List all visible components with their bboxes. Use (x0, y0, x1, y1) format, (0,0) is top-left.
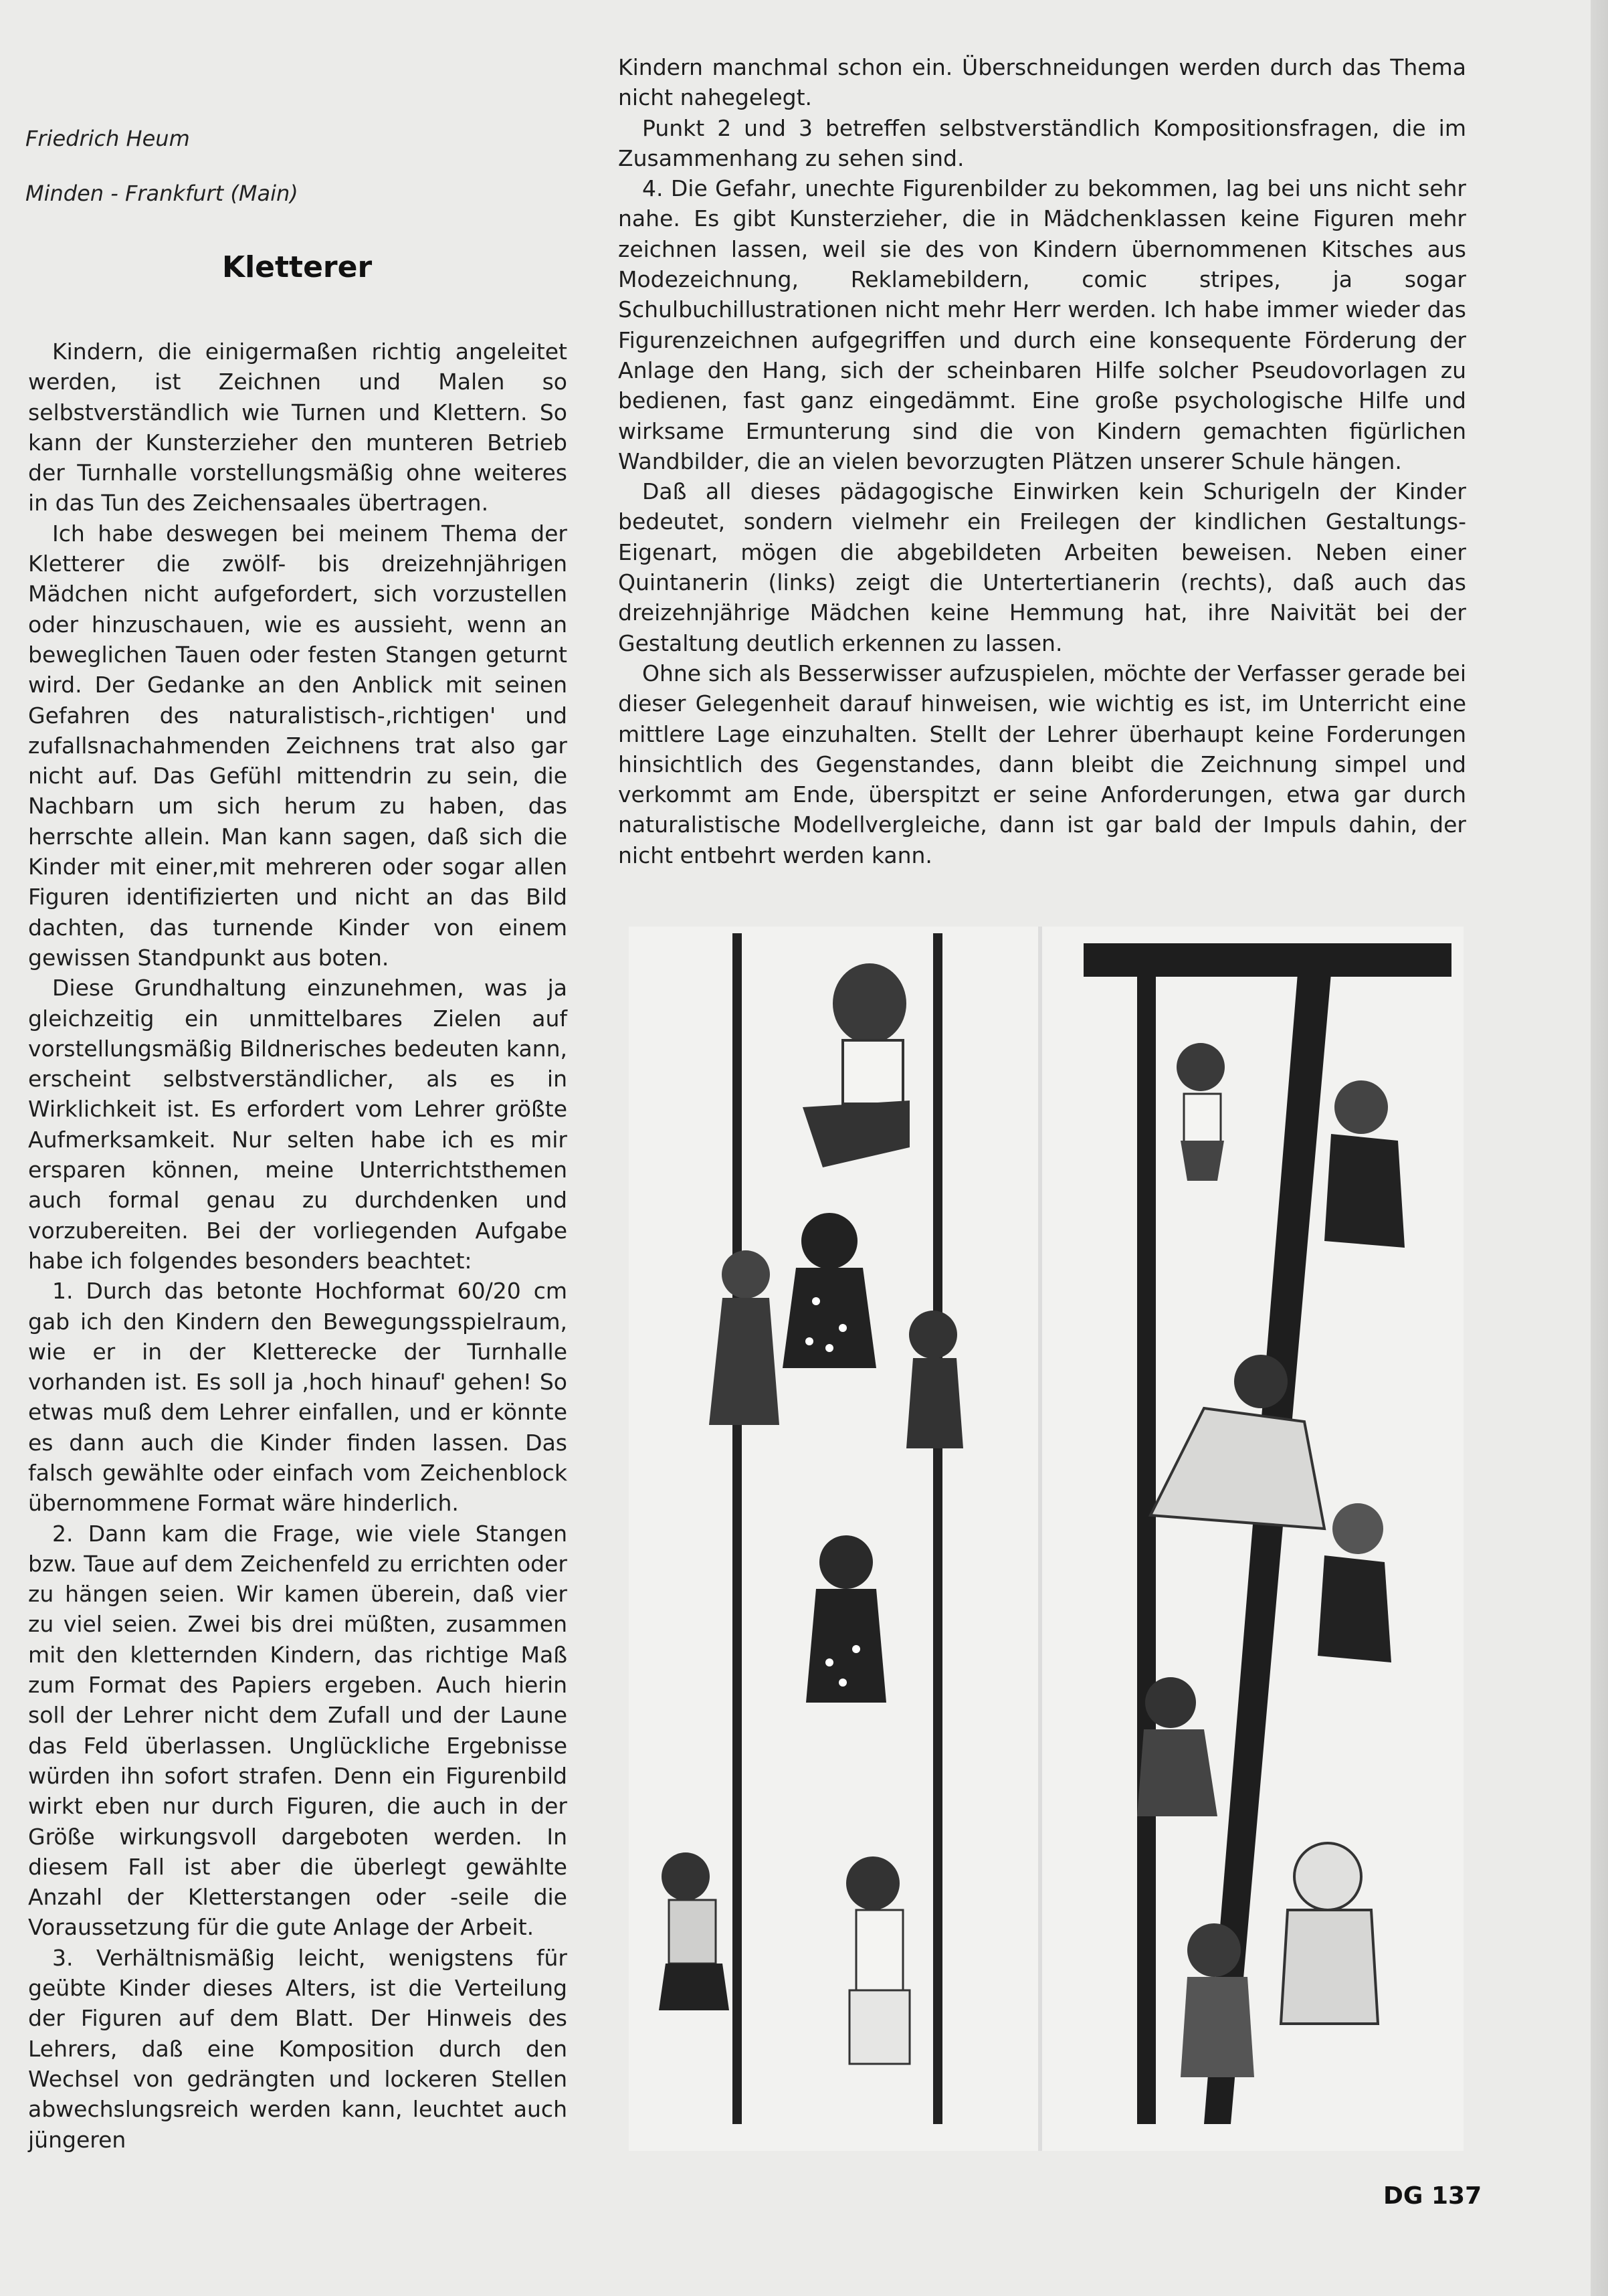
climbing-child-figure (783, 1213, 876, 1368)
climbing-pole (732, 933, 742, 2124)
left-text-column (28, 337, 567, 2155)
climbing-child-figure (1150, 1355, 1324, 1529)
author-name: Friedrich Heum (25, 126, 190, 151)
paragraph: Punkt 2 und 3 betreffen selbstverständlich Kompositionsfragen, die im Zusammenhang zu sehen sind. (618, 114, 1466, 171)
climbing-child-figure (1137, 1677, 1217, 1816)
climbing-child-figure (1318, 1503, 1391, 1662)
climbing-child-figure (803, 963, 910, 1167)
paragraph: 2. Dann kam die Frage, wie viele Stangen bzw. Taue auf dem Zeichenfeld zu errichten oder zu hängen seien. Wir kamen überein, daß vier zu viel seien. Zwei bis drei müßten, zusammen mit den kletternden Kindern, das richtige Maß zum Format des Papiers ergeben. Auch hierin soll der Lehrer nicht dem Zufall und der Laune das Feld überlassen. Unglückliche Ergebnisse würden ihn sofort strafen. Denn ein Figurenbild wirkt eben nur durch Figuren, die auch in der Größe wirkungsvoll dargeboten werden. In diesem Fall ist aber die überlegt gewählte Anzahl der Kletterstangen oder -seile die Voraussetzung für die gute Anlage der Arbeit. (28, 1520, 567, 1941)
paragraph: 1. Durch das betonte Hochformat 60/20 cm gab ich den Kindern den Bewegungsspielraum, wie er in der Kletterecke der Turnhalle vorhanden ist. Es soll ja ‚hoch hinauf' gehen! So etwas muß dem Lehrer einfallen, und er könnte es dann auch die Kinder finden lassen. Das falsch gewählte oder einfach vom Zeichenblock übernommene Format wäre hinderlich. (28, 1278, 567, 1517)
climbing-pole (933, 933, 942, 2124)
climbing-child-figure (659, 1852, 729, 2010)
climbing-child-figure (709, 1250, 779, 1425)
page-gutter (1591, 0, 1608, 2296)
page-number-value: 137 (1431, 2182, 1482, 2210)
climbing-child-figure (1324, 1080, 1405, 1248)
paragraph: Ohne sich als Besserwisser aufzuspielen, möchte der Verfasser gerade bei dieser Gelegenheit darauf hinweisen, wie wichtig es ist, im Unterricht eine mittlere Lage einzuhalten. Stellt der Lehrer überhaupt keine Forderungen hinsichtlich des Gegenstandes, dann bleibt die Zeichnung simpel und verkommt am Ende, überspitzt er seine Anforderungen, etwa gar durch naturalistische Modellvergleiche, dann ist gar bald der Impuls dahin, der nicht entbehrt werden kann. (618, 660, 1466, 868)
journal-abbrev: DG (1383, 2182, 1423, 2210)
paragraph: Daß all dieses pädagogische Einwirken kein Schurigeln der Kinder bedeutet, sondern vielmehr ein Freilegen der kindlichen Gestaltungs-Eigenart, mögen die abgebildeten Arbeiten beweisen. Neben einer Quintanerin (links) zeigt die Untertertianerin (rechts), daß auch das dreizehnjährige Mädchen keine Hemmung hat, ihre Naivität bei der Gestaltung deutlich erkennen zu lassen. (618, 478, 1466, 656)
right-text-column (618, 52, 1466, 870)
climbing-pole (1137, 947, 1156, 2124)
paragraph: 3. Verhältnismäßig leicht, wenigstens für geübte Kinder dieses Alters, ist die Verteilung der Figuren auf dem Blatt. Der Hinweis des Lehrers, daß eine Komposition durch den Wechsel von gedrängten und lockeren Stellen abwechslungsreich werden kann, leuchtet auch jüngeren (28, 1944, 567, 2153)
climbing-child-figure (1177, 1043, 1225, 1181)
paragraph: Ich habe deswegen bei meinem Thema der Kletterer die zwölf- bis dreizehnjährigen Mädchen nicht aufgefordert, sich vorzustellen oder hinzuschauen, wie es aussieht, wenn an beweglichen Tauen oder festen Stangen geturnt wird. Der Gedanke an den Anblick mit seinen Gefahren des naturalistisch-‚richtigen' und zufallsnachahmenden Zeichnens trat also gar nicht auf. Das Gefühl mittendrin zu sein, die Nachbarn um sich herum zu haben, das herrschte allein. Man kann sagen, daß sich die Kinder mit einer,mit mehreren oder sogar allen Figuren identifizierten und nicht an das Bild dachten, das turnende Kinder von einem gewissen Standpunkt aus boten. (28, 520, 567, 971)
climbing-child-figure (906, 1311, 963, 1448)
climbing-child-figure (846, 1856, 910, 2064)
author-place: Minden - Frankfurt (Main) (25, 181, 298, 206)
paragraph: Diese Grundhaltung einzunehmen, was ja gleichzeitig ein unmittelbares Zielen auf vorstellungsmäßig Bildnerisches bedeuten kann, erscheint selbstverständlicher, als es in Wirklichkeit ist. Es erfordert vom Lehrer größte Aufmerksamkeit. Nur selten habe ich es mir ersparen können, meine Unterrichtsthemen auch formal genau zu durchdenken und vorzubereiten. Bei der vorliegenden Aufgabe habe ich folgendes besonders beachtet: (28, 975, 567, 1274)
children-climbing-artwork (629, 927, 1464, 2151)
climbing-child-figure (1281, 1843, 1378, 2024)
paragraph: 4. Die Gefahr, unechte Figurenbilder zu bekommen, lag bei uns nicht sehr nahe. Es gibt Kunsterzieher, die in Mädchenklassen keine Figuren mehr zeichnen lassen, weil sie des von Kindern übernommenen Kitsches aus Modezeichnung, Reklamebildern, comic stripes, ja sogar Schulbuchillustrationen nicht mehr Herr werden. Ich habe immer wieder das Figurenzeichnen aufgegriffen und durch eine konsequente Förderung der Anlage den Hang, sich der scheinbaren Hilfe solcher Pseudovorlagen zu bedienen, fast ganz eingedämmt. Eine große psychologische Hilfe und wirksame Ermunterung sind die von Kindern gemachten figürlichen Wandbilder, die an vielen bevorzugten Plätzen unserer Schule hängen. (618, 175, 1466, 474)
paragraph: Kindern manchmal schon ein. Überschneidungen werden durch das Thema nicht nahegelegt. (618, 54, 1466, 111)
climbing-child-figure (806, 1535, 886, 1703)
artwork-illustration (629, 927, 1464, 2151)
paragraph: Kindern, die einigermaßen richtig angeleitet werden, ist Zeichnen und Malen so selbstverständlich wie Turnen und Klettern. So kann der Kunsterzieher den munteren Betrieb der Turnhalle vorstellungsmäßig ohne weiteres in das Tun des Zeichensaales übertragen. (28, 339, 567, 516)
page-number (1383, 2182, 1482, 2210)
article-title: Kletterer (222, 250, 373, 284)
